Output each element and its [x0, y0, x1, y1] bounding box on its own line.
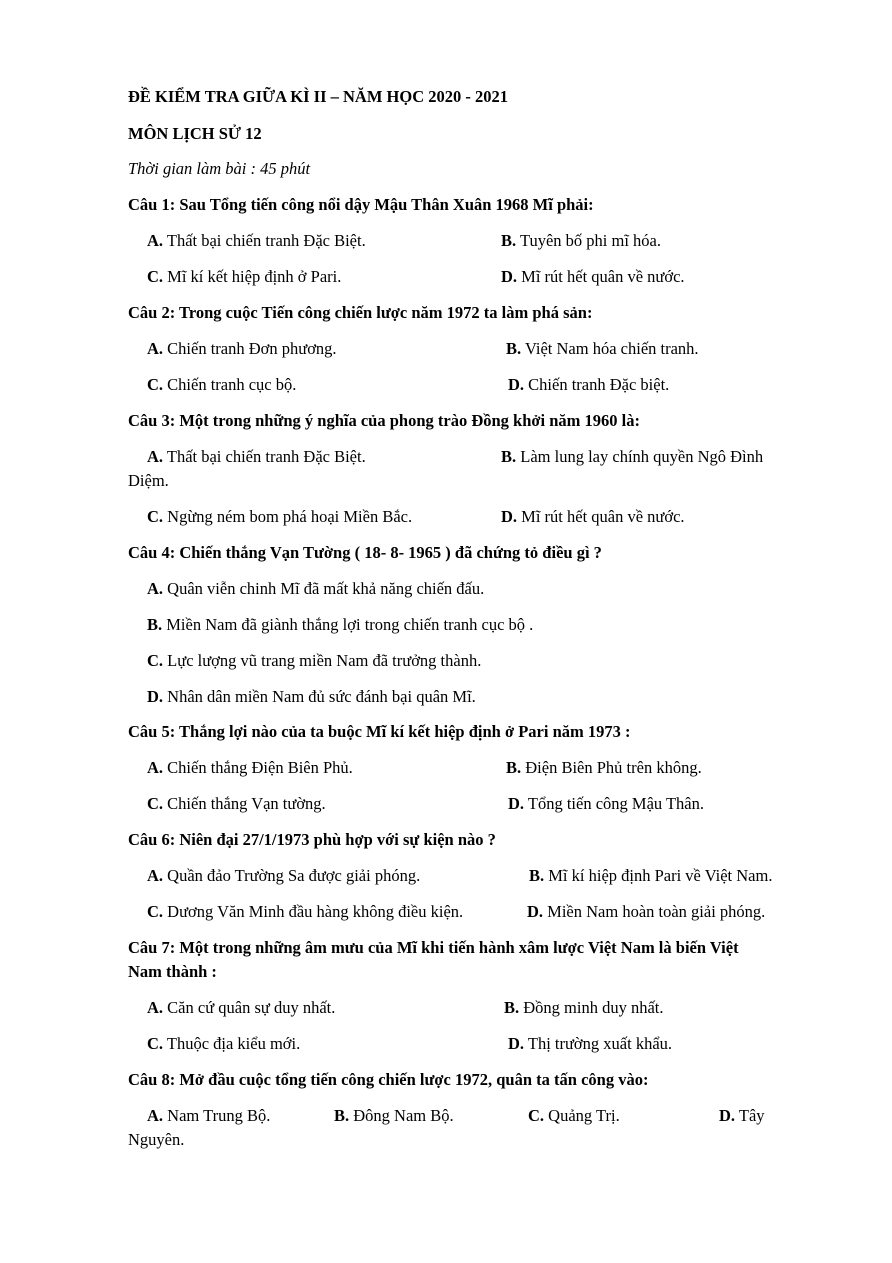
- q2-option-a: A. Chiến tranh Đơn phương.: [147, 339, 337, 358]
- subject-line: MÔN LỊCH SỬ 12: [128, 124, 262, 143]
- q2-option-b: B. Việt Nam hóa chiến tranh.: [506, 339, 699, 358]
- q6-option-d: D. Miền Nam hoàn toàn giải phóng.: [527, 902, 766, 921]
- question-5: Câu 5: Thắng lợi nào của ta buộc Mĩ kí kết hiệp định ở Pari năm 1973 :: [128, 722, 631, 741]
- question-6: Câu 6: Niên đại 27/1/1973 phù hợp với sự kiện nào ?: [128, 830, 496, 849]
- q6-option-b: B. Mĩ kí hiệp định Pari về Việt Nam.: [529, 866, 773, 885]
- q5-option-b: B. Điện Biên Phủ trên không.: [506, 758, 702, 777]
- q3-option-b-continued: Diệm.: [128, 471, 169, 490]
- q1-option-c: C. Mĩ kí kết hiệp định ở Pari.: [147, 267, 342, 286]
- question-8: Câu 8: Mở đầu cuộc tổng tiến công chiến lược 1972, quân ta tấn công vào:: [128, 1070, 649, 1089]
- q2-option-d: D. Chiến tranh Đặc biệt.: [508, 375, 670, 394]
- q3-option-c: C. Ngừng ném bom phá hoại Miền Bắc.: [147, 507, 413, 526]
- q7-option-b: B. Đồng minh duy nhất.: [504, 998, 664, 1017]
- q5-option-d: D. Tổng tiến công Mậu Thân.: [508, 794, 704, 813]
- q8-option-a: A. Nam Trung Bộ.: [147, 1106, 271, 1125]
- q5-option-c: C. Chiến thắng Vạn tường.: [147, 794, 326, 813]
- exam-title: ĐỀ KIỂM TRA GIỮA KÌ II – NĂM HỌC 2020 - 2021: [128, 87, 508, 106]
- q3-option-d: D. Mĩ rút hết quân về nước.: [501, 507, 685, 526]
- q1-option-d: D. Mĩ rút hết quân về nước.: [501, 267, 685, 286]
- question-7-continued: Nam thành :: [128, 962, 217, 981]
- q6-option-a: A. Quần đảo Trường Sa được giải phóng.: [147, 866, 421, 885]
- q8-option-d: D. Tây: [719, 1106, 765, 1125]
- q4-option-c: C. Lực lượng vũ trang miền Nam đã trưởng thành.: [147, 651, 482, 670]
- q4-option-b: B. Miền Nam đã giành thắng lợi trong chiến tranh cục bộ .: [147, 615, 534, 634]
- q5-option-a: A. Chiến thắng Điện Biên Phủ.: [147, 758, 353, 777]
- q7-option-a: A. Căn cứ quân sự duy nhất.: [147, 998, 336, 1017]
- q4-option-a: A. Quân viễn chinh Mĩ đã mất khả năng chiến đấu.: [147, 579, 485, 598]
- q8-option-b: B. Đông Nam Bộ.: [334, 1106, 454, 1125]
- q7-option-d: D. Thị trường xuất khẩu.: [508, 1034, 673, 1053]
- q6-option-c: C. Dương Văn Minh đầu hàng không điều kiện.: [147, 902, 464, 921]
- question-2: Câu 2: Trong cuộc Tiến công chiến lược năm 1972 ta làm phá sản:: [128, 303, 593, 322]
- question-3: Câu 3: Một trong những ý nghĩa của phong trào Đồng khởi năm 1960 là:: [128, 411, 640, 430]
- q1-option-b: B. Tuyên bố phi mĩ hóa.: [501, 231, 661, 250]
- q8-option-d-continued: Nguyên.: [128, 1130, 185, 1149]
- q3-option-b: B. Làm lung lay chính quyền Ngô Đình: [501, 447, 764, 466]
- question-7: Câu 7: Một trong những âm mưu của Mĩ khi tiến hành xâm lược Việt Nam là biến Việt: [128, 938, 739, 957]
- q7-option-c: C. Thuộc địa kiểu mới.: [147, 1034, 301, 1053]
- q2-option-c: C. Chiến tranh cục bộ.: [147, 375, 297, 394]
- q4-option-d: D. Nhân dân miền Nam đủ sức đánh bại quân Mĩ.: [147, 687, 476, 706]
- time-line: Thời gian làm bài : 45 phút: [128, 159, 311, 178]
- question-4: Câu 4: Chiến thắng Vạn Tường ( 18- 8- 1965 ) đã chứng tỏ điều gì ?: [128, 543, 602, 562]
- q8-option-c: C. Quảng Trị.: [528, 1106, 620, 1125]
- q1-option-a: A. Thất bại chiến tranh Đặc Biệt.: [147, 231, 366, 250]
- question-1: Câu 1: Sau Tổng tiến công nổi dậy Mậu Thân Xuân 1968 Mĩ phải:: [128, 195, 594, 214]
- q3-option-a: A. Thất bại chiến tranh Đặc Biệt.: [147, 447, 366, 466]
